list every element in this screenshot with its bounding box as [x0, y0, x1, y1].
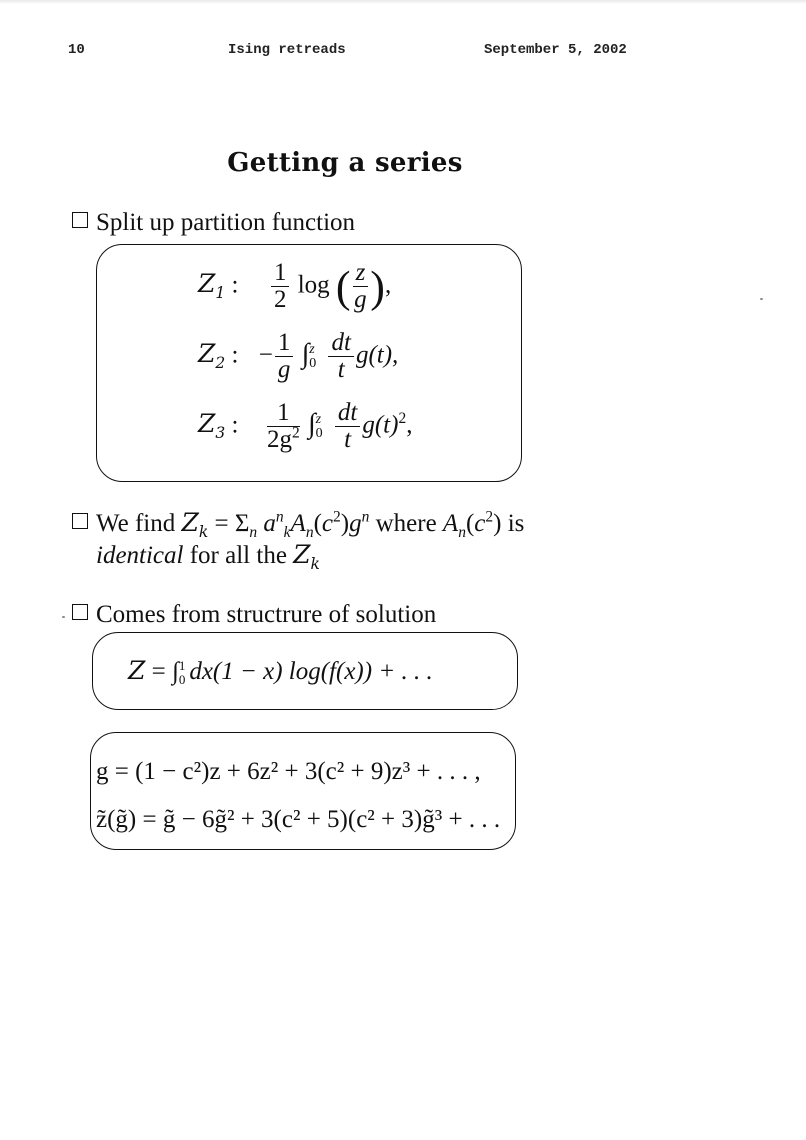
page-top-edge — [0, 0, 806, 4]
bullet-text: Split up partition function — [96, 209, 356, 236]
page-number: 10 — [68, 42, 85, 58]
z3-equation: $Z_3$ : $\frac{1}{2g^2}$ ∫z 0 $\frac{dt}{t}$ $g(t)^2$, — [198, 399, 413, 454]
checkbox-icon — [72, 212, 88, 228]
integral-limits: z 0 — [309, 341, 317, 371]
header-date: September 5, 2002 — [484, 42, 627, 58]
running-title: Ising retreads — [228, 42, 346, 58]
bullet-split-partition — [72, 208, 355, 238]
slide-title: Getting a series — [227, 148, 463, 178]
dt-over-t: $\frac{dt}{t}$ — [328, 330, 353, 384]
half-fraction: $\frac{1}{2}$ — [271, 260, 290, 314]
log-label: log — [297, 271, 330, 299]
z2-label: $Z_2$ — [198, 339, 226, 373]
dt-over-t: $\frac{dt}{t}$ — [335, 400, 360, 454]
z3-label: $Z_3$ — [198, 409, 226, 443]
z1-equation: $Z_1$ : $\frac{1}{2}$ log ( $\frac{z}{g}$ ), — [198, 259, 392, 314]
scan-speck — [62, 616, 65, 618]
z2-equation: $Z_2$ : − $\frac{1}{g}$ ∫z 0 $\frac{dt}{t}$ g(t), — [198, 329, 399, 384]
integral-limits: z 0 — [315, 411, 323, 441]
solution-equation: Z = ∫1 0 dx(1 − x) log(f(x)) + . . . — [128, 656, 433, 688]
one-over-g: $\frac{1}{g}$ — [275, 330, 294, 384]
g-of-t: g(t), — [355, 341, 399, 369]
z-tilde-series-equation: z̃(g̃) = g̃ − 6g̃² + 3(c² + 5)(c² + 3)g̃³ + . . . — [96, 806, 501, 833]
g-series-equation: g = (1 − c²)z + 6z² + 3(c² + 9)z³ + . . . , — [96, 758, 481, 785]
bullet-structure — [72, 600, 436, 630]
scan-speck — [760, 298, 763, 300]
z-over-g: $\frac{z}{g}$ — [354, 259, 367, 314]
bullet-we-find-continued: identical for all the $Z_k$ — [96, 540, 320, 573]
checkbox-icon — [72, 604, 88, 620]
one-over-2g2: $\frac{1}{2g^2}$ — [266, 399, 300, 454]
g-of-t-squared: g(t) — [362, 411, 399, 439]
checkbox-icon — [72, 513, 88, 529]
z1-label: $Z_1$ — [198, 269, 226, 303]
bullet-text: Comes from structrure of solution — [96, 601, 437, 628]
bullet-we-find: We find $Z_k = \Sigma_n$ $a^n_kA_n(c^2)g^n$ where $A_n(c^2)$ is — [72, 508, 524, 539]
